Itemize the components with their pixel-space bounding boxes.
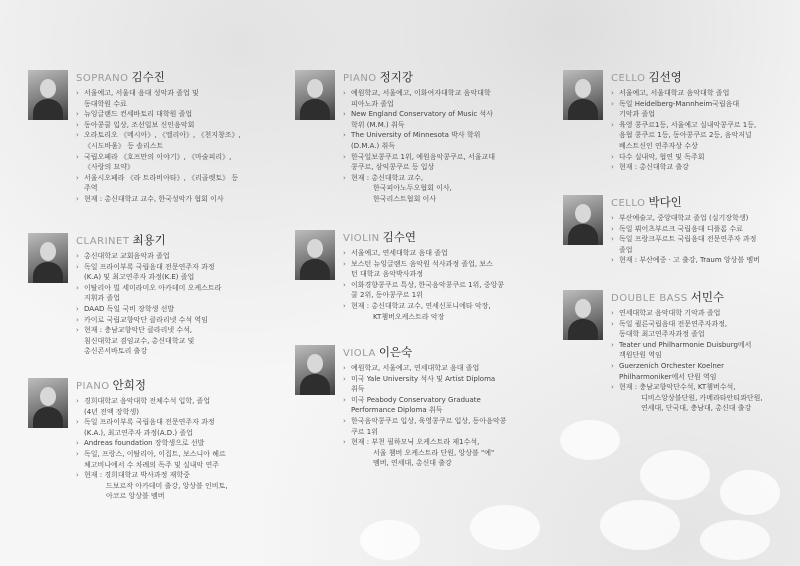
performer-heading (76, 378, 266, 394)
bio-item: 음협 콩쿠르 1등, 동아콩쿠르 2등, 음악저널 (619, 131, 752, 140)
bio-item: › 독일 프라이부록 국립음대 전문연주자 과정 (76, 262, 266, 273)
instrument-label: CELLO (611, 73, 646, 84)
bio-item: › 예원학교, 서울예고, 연세대학교 음대 졸업 (343, 363, 533, 374)
bio-item: KT챔버오케스트라 악장 (373, 312, 445, 321)
bio-item: Performance Diploma 취득 (351, 406, 443, 415)
bio-item: › 서울예고, 서울대 음대 성악과 졸업 및 (76, 88, 266, 99)
portrait-photo (563, 195, 603, 245)
bio-item: › 현재 : 총신대학교 출강 (611, 162, 800, 173)
bio-item: 《시도바움》 등 솔리스트 (84, 141, 164, 150)
performer-heading (611, 290, 800, 306)
bio-text (343, 70, 533, 205)
bio-list (611, 213, 800, 266)
bio-item: 취득 (351, 385, 365, 394)
bio-item: › 뉴잉글랜드 컨세바토리 대학원 졸업 (76, 109, 266, 120)
bio-item: › DAAD 독일 국비 장학생 선발 (76, 304, 266, 315)
bio-item: 멤버, 연세대, 총신대 출강 (373, 459, 452, 468)
bio-item: (K.A) 및 최고연주자 과정(K.E) 졸업 (84, 273, 195, 282)
bio-item: › 예원학교, 서울예고, 이화여자대학교 음악대학 (343, 88, 533, 99)
bio-list (343, 248, 533, 322)
performer-name: 최용기 (132, 233, 166, 247)
performer-heading (611, 195, 800, 211)
bio-item: 디비스앙상블단원, 카메라타안티콰단원, (641, 393, 763, 402)
bio-item: › 현재 : 부산예중 · 고 출강, Traum 앙상블 멤버 (611, 255, 800, 266)
bio-item: 쿨 2위, 동아콩쿠르 1위 (351, 291, 423, 300)
bio-item: › 경희대학교 음악대학 전체수석 입학, 졸업 (76, 396, 266, 407)
bio-item: 턴 대학교 음악박사과정 (351, 270, 424, 279)
performer-name: 이은숙 (378, 345, 413, 359)
bio-text (343, 345, 533, 469)
bio-item: 총신콘서바토리 출강 (84, 347, 148, 356)
bio-item: › 한국음악콩쿠르 입상, 육영콩쿠르 입상, 동아음악콩 (343, 416, 533, 427)
decorative-flower (360, 520, 420, 560)
bio-item: 서울 챔버 오케스트라 단원, 앙상블 "예" (373, 448, 495, 457)
instrument-label: PIANO (76, 381, 110, 392)
bio-item: › 연세대학교 음악대학 기악과 졸업 (611, 308, 800, 319)
performer-heading (611, 70, 800, 86)
bio-item: › 독일 프라이부록 국립음대 전문연주자 과정 (76, 417, 266, 428)
bio-item: 주역 (84, 184, 98, 193)
performer-heading (76, 70, 266, 86)
bio-item: › 서울예고, 연세대학교 음대 졸업 (343, 248, 533, 259)
bio-item: 졸업 (619, 245, 633, 254)
performer-name: 서민수 (690, 290, 725, 304)
bio-item: (K.A.), 최고연주자 과정(A.D.) 졸업 (84, 428, 193, 437)
bio-item: › 보스턴 뉴잉글랜드 음악원 석사과정 졸업, 보스 (343, 259, 533, 270)
bio-list (76, 251, 266, 357)
bio-item: › 현재 : 총신대학교 교수, 한국성악가 협회 이사 (76, 194, 266, 205)
bio-list (76, 396, 266, 502)
bio-text (343, 230, 533, 322)
bio-item: › 이탈리아 빌 세미라미오 아카데미 오케스트라 (76, 283, 266, 294)
portrait-photo (28, 378, 68, 428)
portrait-photo (563, 290, 603, 340)
bio-item: (D.M.A.) 취득 (351, 141, 395, 150)
bio-list (343, 88, 533, 205)
performer-name: 김수진 (131, 70, 165, 84)
bio-item: 쿠르 1위 (351, 427, 378, 436)
bio-item: › 카이로 국립교향악단 클라리넷 수석 역임 (76, 315, 266, 326)
bio-item: › 한국일보콩쿠르 1위, 예원음악콩쿠르, 서울교대 (343, 152, 533, 163)
bio-list (76, 88, 266, 205)
bio-item: › 독일 Heidelberg-Mannheim국립음대 (611, 99, 800, 110)
bio-item: 객원단원 역임 (619, 351, 662, 360)
performer-heading (343, 345, 533, 361)
bio-item: › 총신대학교 교회음악과 졸업 (76, 251, 266, 262)
bio-item: 아코르 앙상블 멤버 (106, 492, 165, 501)
bio-text (611, 70, 800, 173)
bio-text (611, 290, 800, 414)
bio-item: › The University of Minnesota 박사 학위 (343, 130, 533, 141)
performer-name: 김선영 (648, 70, 682, 84)
bio-item: 연세대, 단국대, 충남대, 총신대 출강 (641, 404, 752, 413)
instrument-label: CELLO (611, 198, 646, 209)
bio-item: › Guerzenich Orchester Koelner (611, 361, 800, 372)
bio-text (76, 70, 266, 205)
bio-text (76, 233, 266, 357)
bio-item: › 독일 뷔어츠부르크 국립음대 디플롬 수료 (611, 224, 800, 235)
bio-list (611, 308, 800, 414)
decorative-flower (600, 500, 680, 550)
portrait-photo (295, 345, 335, 395)
bio-item: › 서울예고, 서울대학교 음악대학 졸업 (611, 88, 800, 99)
decorative-flower (700, 520, 770, 560)
bio-item: › 이화경향콩쿠르 특상, 한국음악콩쿠르 1위, 중앙콩 (343, 280, 533, 291)
bio-item: › 독일, 프랑스, 이탈리아, 이집트, 보스니아 헤르 (76, 449, 266, 460)
portrait-photo (295, 230, 335, 280)
instrument-label: VIOLA (343, 348, 376, 359)
bio-item: › New England Conservatory of Music 석사 (343, 109, 533, 120)
bio-item: › 현재 : 총신대학교 교수, (343, 173, 533, 184)
decorative-flower (470, 505, 540, 550)
performer-heading (343, 70, 533, 86)
bio-item: 베스트신인 연주자상 수상 (619, 141, 698, 150)
bio-item: › Teater und Philharmonie Duisburg에서 (611, 340, 800, 351)
bio-item: 《사랑의 묘약》 (84, 163, 135, 172)
instrument-label: CLARINET (76, 236, 130, 247)
bio-list (611, 88, 800, 173)
bio-item: 동대학 최고연주자과정 졸업 (619, 330, 705, 339)
bio-item: › 미국 Yale University 석사 및 Artist Diploma (343, 374, 533, 385)
bio-item: › 부산예술고, 중앙대학교 졸업 (실기장학생) (611, 213, 800, 224)
bio-item: 한국피아노두오협회 이사, (373, 184, 452, 193)
bio-item: › 현재 : 충남교향악단 클라리넷 수석, (76, 325, 266, 336)
portrait-photo (28, 70, 68, 120)
bio-item: 기악과 졸업 (619, 110, 656, 119)
bio-item: › 현재 : 충남교향악단수석, KT챔버수석, (611, 382, 800, 393)
bio-item: › 독일 퀼른국립음대 전문연주자과정, (611, 319, 800, 330)
bio-item: › 다수 실내악, 협연 및 독주회 (611, 152, 800, 163)
bio-item: › 국립오페라 《호프만의 이야기》, 《마술피리》, (76, 152, 266, 163)
bio-item: › 동아콩쿨 입상, 조선일보 신인음악회 (76, 120, 266, 131)
instrument-label: SOPRANO (76, 73, 129, 84)
bio-text (611, 195, 800, 266)
instrument-label: DOUBLE BASS (611, 293, 688, 304)
bio-item: 한국리스트협회 이사 (373, 194, 437, 203)
decorative-flower (720, 470, 780, 515)
bio-item: › 서울시오페라 《라 트라비아타》, 《리골렛토》 등 (76, 173, 266, 184)
bio-item: › 현재 : 총신대학교 교수, 연세신포니에타 악장, (343, 301, 533, 312)
bio-item: 학위 (M.M.) 취득 (351, 120, 405, 129)
performer-name: 박다인 (648, 195, 682, 209)
bio-list (343, 363, 533, 469)
bio-item: Philharmoniker에서 단원 역임 (619, 372, 717, 381)
bio-item: › 미국 Peabody Conservatory Graduate (343, 395, 533, 406)
bio-item: 침신대학교 겸임교수, 총신대학교 및 (84, 336, 195, 345)
performer-name: 김수연 (382, 230, 416, 244)
instrument-label: PIANO (343, 73, 377, 84)
performer-name: 안희정 (112, 378, 146, 392)
bio-item: › 현재 : 경희대학교 박사과정 재학중 (76, 470, 266, 481)
bio-item: 피아노과 졸업 (351, 99, 394, 108)
bio-item: › 육영 콩쿠르1등, 서울예고 실내악콩쿠르 1등, (611, 120, 800, 131)
bio-item: › 오라토리오 《메시아》, 《엘리아》, 《천지창조》, (76, 130, 266, 141)
bio-item: 체고비나에서 수 차례의 독주 및 실내악 연주 (84, 460, 220, 469)
decorative-flower (560, 420, 620, 460)
bio-item: 콩쿠르, 삼익콩쿠르 등 입상 (351, 163, 435, 172)
portrait-photo (28, 233, 68, 283)
bio-item: › 독일 프랑크푸르트 국립음대 전문연주자 과정 (611, 234, 800, 245)
bio-item: (4년 전액 장학생) (84, 407, 139, 416)
bio-item: › Andreas foundation 장학생으로 선발 (76, 438, 266, 449)
bio-text (76, 378, 266, 502)
performer-name: 정지강 (379, 70, 413, 84)
bio-item: 동대학원 수료 (84, 99, 127, 108)
portrait-photo (563, 70, 603, 120)
bio-item: 드보르작 아카데미 출강, 앙상블 인비토, (106, 481, 228, 490)
bio-item: 지휘과 졸업 (84, 294, 121, 303)
portrait-photo (295, 70, 335, 120)
bio-item: › 현재 : 부천 필하모닉 오케스트라 제1수석, (343, 437, 533, 448)
decorative-flower (640, 450, 710, 500)
performer-heading (343, 230, 533, 246)
instrument-label: VIOLIN (343, 233, 380, 244)
performer-heading (76, 233, 266, 249)
